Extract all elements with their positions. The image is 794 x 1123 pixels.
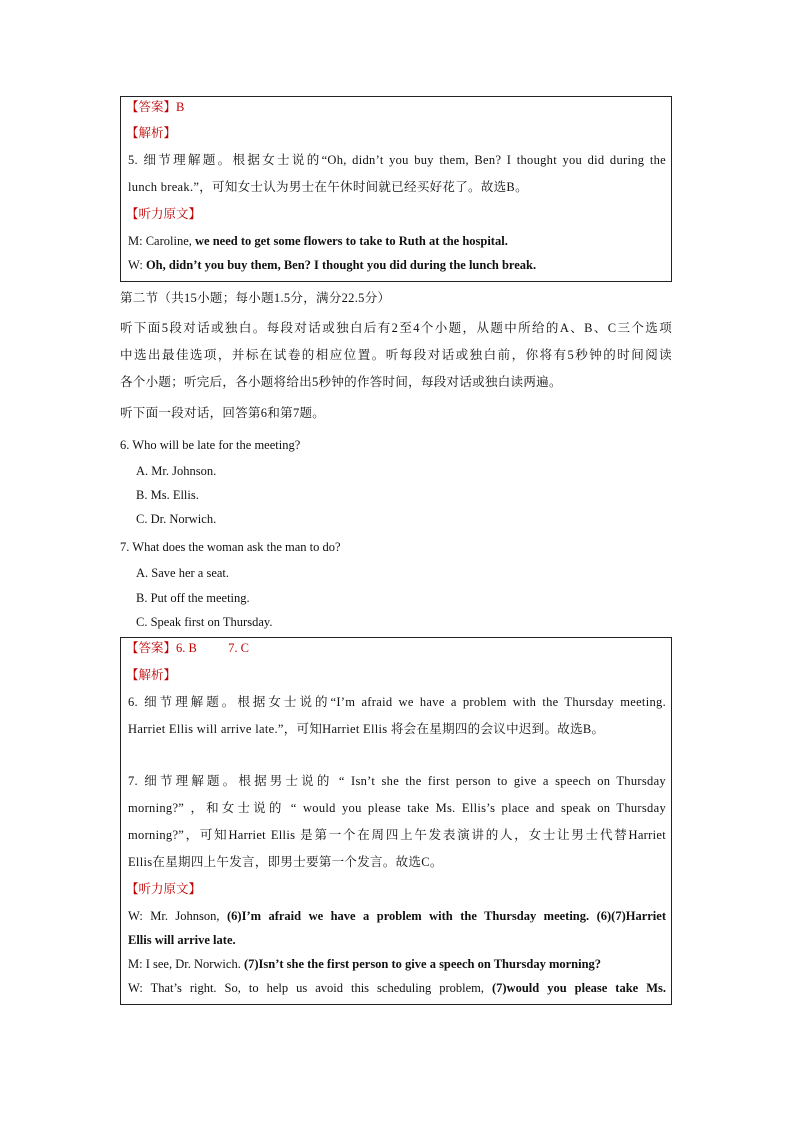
speaker: W: That’s right. So, to help us avoid this scheduling problem,	[128, 981, 492, 995]
analysis-text: Harriet Ellis will arrive late.”，可知Harriet Ellis 将会在星期四的会议中迟到。故选B。	[128, 722, 605, 736]
transcript-bold: Ellis will arrive late.	[128, 933, 236, 947]
speaker: M: I see, Dr. Norwich.	[128, 957, 244, 971]
instruction-text: 中选出最佳选项，并标在试卷的相应位置。听每段对话或独白前，你将有5秒钟的时间阅读	[120, 348, 672, 362]
option: C. Dr. Norwich.	[136, 512, 217, 526]
option: B. Put off the meeting.	[136, 591, 250, 605]
question-stem: 7. What does the woman ask the man to do?	[120, 540, 341, 554]
analysis-text: lunch break.”，可知女士认为男士在午休时间就已经买好花了。故选B。	[128, 180, 528, 194]
answer-row	[126, 640, 249, 656]
sub-instruction: 听下面一段对话，回答第6和第7题。	[120, 406, 326, 420]
transcript-bold: (7)Isn’t she the first person to give a speech on Thursday morning?	[243, 957, 602, 971]
analysis-label: 【解析】	[126, 126, 177, 140]
transcript-bold: (7)would you please take Ms.	[491, 981, 666, 995]
answer-value: 6. B 7. C	[176, 641, 249, 655]
instruction-text: 听下面5段对话或独白。每段对话或独白后有2至4个小题，从题中所给的A、B、C三个选项	[120, 321, 672, 335]
analysis-text: 5. 细节理解题。根据女士说的“Oh, didn’t you buy them, Ben? I thought you did during the	[128, 153, 666, 167]
answer-row	[126, 99, 184, 115]
option: B. Ms. Ellis.	[136, 488, 199, 502]
transcript-line	[128, 908, 666, 924]
transcript-line	[128, 980, 666, 996]
transcript-line	[128, 233, 508, 249]
instruction-text: 各个小题；听完后，各小题将给出5秒钟的作答时间，每段对话或独白读两遍。	[120, 375, 562, 389]
speaker: W: Mr. Johnson,	[128, 909, 227, 923]
transcript-line	[128, 257, 536, 273]
answer-value: B	[176, 100, 185, 114]
transcript-label: 【听力原文】	[126, 207, 202, 221]
transcript-bold: we need to get some flowers to take to Ruth at the hospital.	[195, 234, 508, 248]
analysis-text: morning?” ，和女士说的 “ would you please take Ms. Ellis’s place and speak on Thursday	[128, 801, 666, 815]
analysis-text: 7. 细节理解题。根据男士说的 “ Isn’t she the first person to give a speech on Thursday	[128, 774, 666, 788]
analysis-text: Ellis在星期四上午发言，即男士要第一个发言。故选C。	[128, 855, 443, 869]
section-heading: 第二节（共15小题；每小题1.5分，满分22.5分）	[120, 291, 391, 305]
analysis-text: 6. 细节理解题。根据女士说的“I’m afraid we have a problem with the Thursday meeting.	[128, 695, 666, 709]
transcript-bold: Oh, didn’t you buy them, Ben? I thought you did during the lunch break.	[145, 258, 537, 272]
speaker: W:	[128, 258, 146, 272]
analysis-label: 【解析】	[126, 668, 177, 682]
option: A. Save her a seat.	[136, 566, 230, 580]
transcript-label: 【听力原文】	[126, 882, 202, 896]
option: A. Mr. Johnson.	[136, 464, 217, 478]
analysis-text: morning?”，可知Harriet Ellis 是第一个在周四上午发表演讲的人，女士让男士代替Harriet	[128, 828, 666, 842]
answer-label: 【答案】	[126, 100, 177, 114]
speaker: M: Caroline,	[128, 234, 196, 248]
answer-box-q6-7	[120, 637, 672, 1005]
option: C. Speak first on Thursday.	[136, 615, 273, 629]
answer-label: 【答案】	[126, 641, 177, 655]
transcript-bold: (6)I’m afraid we have a problem with the Thursday meeting. (6)(7)Harriet	[227, 909, 666, 923]
transcript-line	[128, 956, 601, 972]
question-stem: 6. Who will be late for the meeting?	[120, 438, 301, 452]
